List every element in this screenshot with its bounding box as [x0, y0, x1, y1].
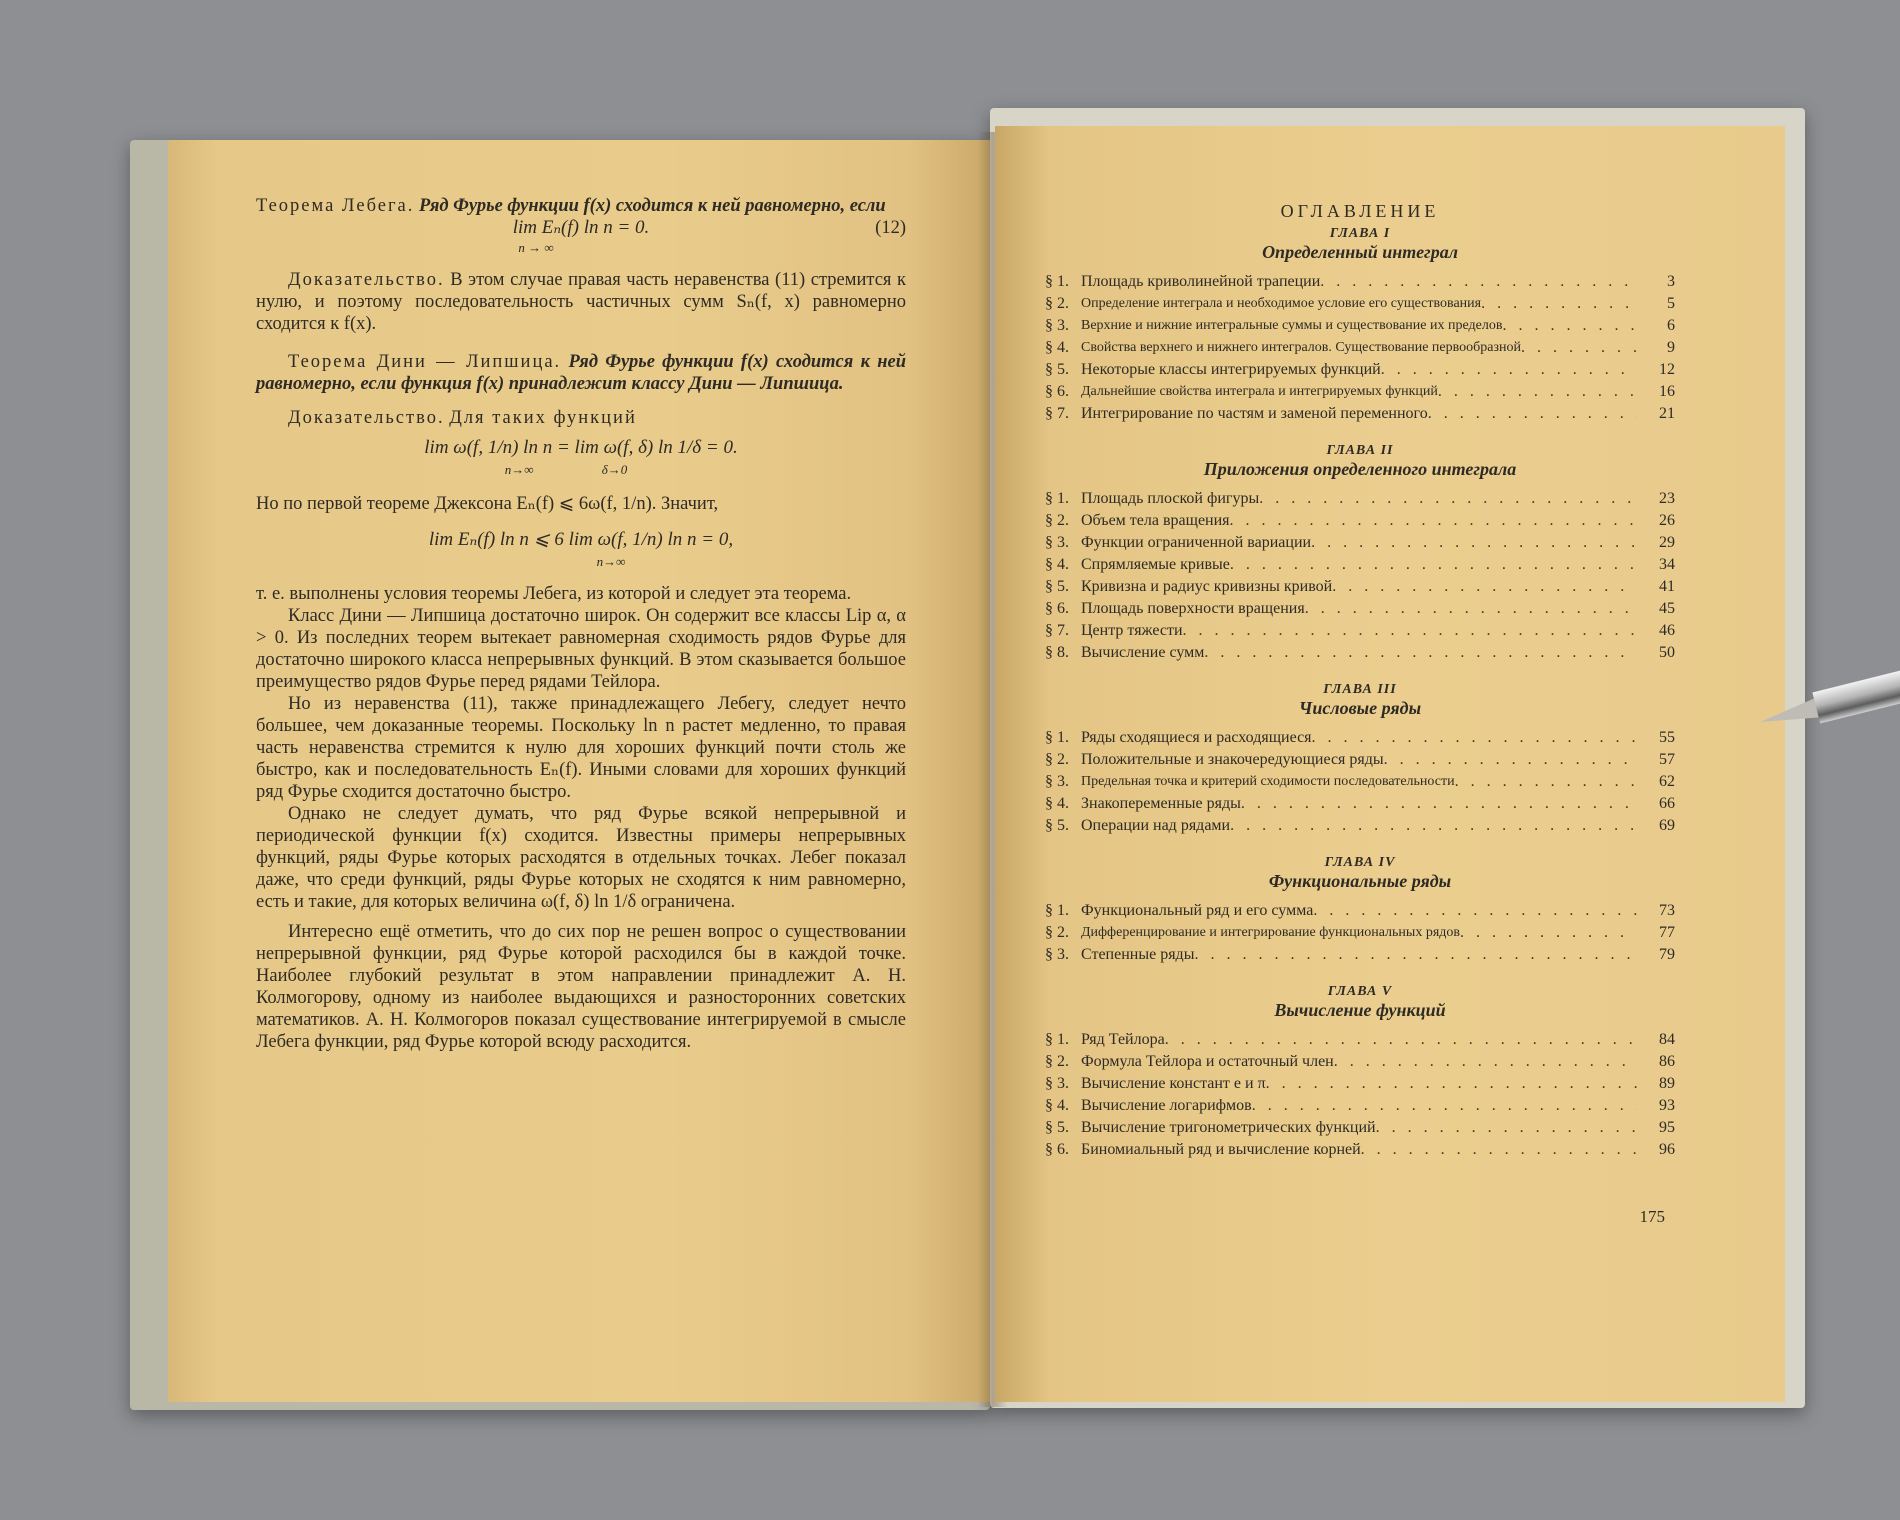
toc-entry-section: § 4. — [1045, 339, 1069, 356]
toc-entry-page: 46 — [1659, 622, 1675, 639]
formula-12-block — [256, 217, 906, 261]
toc-entry-section: § 6. — [1045, 383, 1069, 400]
left-page-text — [256, 195, 906, 1053]
toc-entry-page: 84 — [1659, 1031, 1675, 1048]
toc-entry-title: Операции над рядами — [1081, 817, 1231, 834]
toc-entry-title: Биномиальный ряд и вычисление корней — [1081, 1141, 1361, 1158]
toc-entry — [1045, 1117, 1675, 1139]
page-number: 175 — [1639, 1207, 1665, 1226]
toc-entry-title: Предельная точка и критерий сходимости последовательности — [1081, 774, 1455, 789]
toc-entry-page: 41 — [1659, 578, 1675, 595]
toc-chapter — [1045, 443, 1675, 664]
paragraph-5: Интересно ещё отметить, что до сих пор не решен вопрос о существовании непрерывной функции, ряд Фурье которой расходился бы в каждой точке. Наиболее глубокий результат в этом направлении принадлежит А. Н. Колмогорову, одному из наиболее выдающихся и разносторонних советских математиков. А. Н. Колмогоров показал существование интегрируемой в смысле Лебега функции, ряд Фурье которой всюду расходится. — [256, 922, 906, 1052]
toc-entry-page: 86 — [1659, 1053, 1675, 1070]
toc-entry-section: § 7. — [1045, 405, 1069, 422]
toc-leader-dots — [1481, 293, 1637, 315]
chapter-title: Определенный интеграл — [1262, 242, 1458, 262]
toc-entry — [1045, 815, 1675, 837]
toc-entry-page: 77 — [1659, 924, 1675, 941]
formula-2: lim ω(f, 1/n) ln n = lim ω(f, δ) ln 1/δ = 0. — [424, 437, 738, 458]
chapter-title: Приложения определенного интеграла — [1203, 459, 1517, 479]
proof-1-text: В этом случае правая часть неравенства (11) стремится к нулю, и поэтому последовательность частичных сумм Sₙ(f, x) равномерно сходится к f(x). — [256, 270, 906, 334]
toc-entry-page: 12 — [1659, 361, 1675, 378]
toc-entry — [1045, 554, 1675, 576]
formula-3-subscript: n→∞ — [596, 554, 626, 569]
toc-entry-title: Функциональный ряд и его сумма — [1081, 902, 1314, 919]
toc-leader-dots — [1502, 315, 1637, 337]
toc-entry-title: Формула Тейлора и остаточный член — [1081, 1053, 1334, 1070]
chapter-number: ГЛАВА IV — [1324, 855, 1396, 870]
chapter-number: ГЛАВА I — [1329, 226, 1391, 241]
toc-leader-dots — [1384, 749, 1637, 771]
toc-entry — [1045, 315, 1675, 337]
toc-chapter — [1045, 984, 1675, 1161]
toc-entry — [1045, 532, 1675, 554]
paragraph-3: Но из неравенства (11), также принадлежащего Лебегу, следует нечто большее, чем доказанные теоремы. Поскольку ln n растет медленно, то правая часть неравенства стремится к нулю для хороших функций почти столь же быстро, как и последовательность Eₙ(f). Иными словами для хороших функций ряд Фурье сходится достаточно быстро. — [256, 694, 906, 802]
toc-entry — [1045, 1073, 1675, 1095]
chapter-title: Функциональные ряды — [1268, 871, 1452, 891]
toc-entry — [1045, 403, 1675, 425]
toc-entry-title: Площадь плоской фигуры — [1081, 490, 1260, 507]
toc-leader-dots — [1438, 381, 1637, 403]
toc-entry — [1045, 598, 1675, 620]
toc-entry-title: Некоторые классы интегрируемых функций — [1081, 361, 1381, 378]
toc-entry-page: 5 — [1667, 295, 1675, 312]
toc-entry — [1045, 793, 1675, 815]
formula-12-number: (12) — [875, 218, 906, 238]
toc-entry — [1045, 1095, 1675, 1117]
toc-leader-dots — [1305, 598, 1637, 620]
chapter-number: ГЛАВА III — [1323, 682, 1397, 697]
toc-entry-page: 66 — [1659, 795, 1675, 812]
toc-leader-dots — [1266, 1073, 1637, 1095]
jackson-text: Но по первой теореме Джексона Eₙ(f) ⩽ 6ω(f, 1/n). Значит, — [256, 494, 719, 514]
formula-2-subscript: n→∞ δ→0 — [504, 462, 628, 477]
toc-entry-page: 29 — [1659, 534, 1675, 551]
toc-entry-page: 73 — [1659, 902, 1675, 919]
toc-entry-page: 9 — [1667, 339, 1675, 356]
toc-entry-page: 26 — [1659, 512, 1675, 529]
toc-entry-title: Вычисление констант e и π — [1081, 1075, 1266, 1092]
toc-chapter — [1045, 855, 1675, 966]
toc-entry-page: 62 — [1659, 773, 1675, 790]
toc-entry-title: Свойства верхнего и нижнего интегралов. Существование первообразной — [1081, 340, 1521, 355]
toc-entry — [1045, 1139, 1675, 1161]
toc-entry-title: Площадь поверхности вращения — [1081, 600, 1305, 617]
proof-2-text: Для таких функций — [449, 408, 637, 428]
theorem-lebesgue-statement: Ряд Фурье функции f(x) сходится к ней равномерно, если — [419, 196, 886, 216]
toc-entry-section: § 2. — [1045, 295, 1069, 312]
paragraph-2: Класс Дини — Липшица достаточно широк. Он содержит все классы Lip α, α > 0. Из последних теорем вытекает равномерная сходимость рядов Фурье для достаточно широкого класса непрерывных функций. В этом сказывается большое преимущество рядов Фурье перед рядами Тейлора. — [256, 606, 906, 692]
toc-entry-page: 45 — [1659, 600, 1675, 617]
toc-leader-dots — [1241, 793, 1637, 815]
toc-title: ОГЛАВЛЕНИЕ — [1280, 201, 1440, 221]
toc-leader-dots — [1332, 576, 1637, 598]
toc-entry-page: 3 — [1667, 273, 1675, 290]
toc-leader-dots — [1428, 403, 1637, 425]
toc-entry-section: § 2. — [1045, 751, 1069, 768]
toc-entry-title: Ряды сходящиеся и расходящиеся — [1081, 729, 1312, 746]
toc-entry — [1045, 576, 1675, 598]
toc-leader-dots — [1455, 771, 1637, 793]
toc-entry — [1045, 749, 1675, 771]
toc-entry-section: § 5. — [1045, 817, 1069, 834]
proof-2-label: Доказательство. — [288, 408, 445, 428]
theorem-dini-label: Теорема Дини — Липшица. — [288, 352, 562, 372]
toc-entry-page: 23 — [1659, 490, 1675, 507]
toc-chapter — [1045, 226, 1675, 425]
toc-entry-title: Центр тяжести — [1081, 622, 1183, 639]
toc-entry-title: Положительные и знакочередующиеся ряды — [1081, 751, 1384, 768]
toc-entry-section: § 3. — [1045, 317, 1069, 334]
toc-entry — [1045, 488, 1675, 510]
chapter-title: Числовые ряды — [1298, 698, 1422, 718]
chapter-title: Вычисление функций — [1274, 1000, 1446, 1020]
toc-leader-dots — [1320, 271, 1637, 293]
paragraph-1: т. е. выполнены условия теоремы Лебега, из которой и следует эта теорема. — [256, 584, 852, 604]
toc-entry-section: § 7. — [1045, 622, 1069, 639]
toc-leader-dots — [1230, 510, 1637, 532]
toc-entry — [1045, 359, 1675, 381]
toc-entry-page: 93 — [1659, 1097, 1675, 1114]
toc-entry-section: § 3. — [1045, 946, 1069, 963]
toc-leader-dots — [1334, 1051, 1637, 1073]
toc-leader-dots — [1259, 488, 1637, 510]
toc-chapter — [1045, 682, 1675, 837]
theorem-lebesgue-label: Теорема Лебега. — [256, 196, 415, 216]
toc-entry — [1045, 510, 1675, 532]
toc-entry-title: Ряд Тейлора — [1081, 1031, 1165, 1048]
toc-leader-dots — [1230, 554, 1637, 576]
left-page — [168, 140, 990, 1402]
table-of-contents — [1045, 201, 1675, 1161]
toc-entry — [1045, 900, 1675, 922]
toc-leader-dots — [1230, 815, 1637, 837]
toc-entry-section: § 5. — [1045, 1119, 1069, 1136]
toc-entry — [1045, 922, 1675, 944]
toc-leader-dots — [1194, 944, 1637, 966]
toc-entry-title: Спрямляемые кривые — [1081, 556, 1230, 573]
toc-leader-dots — [1252, 1095, 1637, 1117]
toc-entry-title: Верхние и нижние интегральные суммы и существование их пределов — [1081, 318, 1503, 333]
toc-entry-page: 69 — [1659, 817, 1675, 834]
paragraph-4: Однако не следует думать, что ряд Фурье всякой непрерывной и периодической функции f(x) сходится. Известны примеры непрерывных функций, ряды Фурье которых расходятся в отдельных точках. Лебег показал даже, что среди функций, ряды Фурье которых не сходятся к ним равномерно, есть и такие, для которых величина ω(f, δ) ln 1/δ ограничена. — [256, 804, 906, 912]
toc-entry-title: Знакопеременные ряды — [1081, 795, 1241, 812]
toc-entry-page: 57 — [1659, 751, 1675, 768]
toc-entry-section: § 4. — [1045, 556, 1069, 573]
toc-entry-section: § 4. — [1045, 795, 1069, 812]
toc-leader-dots — [1165, 1029, 1637, 1051]
toc-chapters — [1045, 226, 1675, 1161]
toc-entry-title: Определение интеграла и необходимое условие его существования — [1081, 296, 1482, 311]
toc-entry-section: § 2. — [1045, 1053, 1069, 1070]
toc-leader-dots — [1204, 642, 1637, 664]
toc-entry-section: § 1. — [1045, 729, 1069, 746]
toc-entry-section: § 2. — [1045, 512, 1069, 529]
toc-entry-title: Вычисление тригонометрических функций — [1081, 1119, 1376, 1136]
toc-entry-page: 95 — [1659, 1119, 1675, 1136]
toc-entry-section: § 3. — [1045, 1075, 1069, 1092]
formula-3-block — [256, 529, 906, 575]
toc-entry-title: Площадь криволинейной трапеции — [1081, 273, 1321, 290]
toc-leader-dots — [1521, 337, 1637, 359]
toc-entry-section: § 5. — [1045, 361, 1069, 378]
formula-2-block — [256, 437, 906, 483]
toc-entry-page: 34 — [1659, 556, 1675, 573]
toc-entry — [1045, 271, 1675, 293]
toc-entry-section: § 6. — [1045, 1141, 1069, 1158]
toc-entry-section: § 3. — [1045, 773, 1069, 790]
formula-12: lim Eₙ(f) ln n = 0. — [512, 217, 650, 238]
toc-entry-page: 21 — [1659, 405, 1675, 422]
toc-entry-title: Вычисление сумм — [1081, 644, 1205, 661]
toc-entry-title: Интегрирование по частям и заменой переменного — [1081, 405, 1428, 422]
toc-entry — [1045, 727, 1675, 749]
toc-entry-page: 55 — [1659, 729, 1675, 746]
toc-entry-title: Дальнейшие свойства интеграла и интегрируемых функций — [1081, 384, 1438, 399]
toc-entry-section: § 6. — [1045, 600, 1069, 617]
toc-entry — [1045, 293, 1675, 315]
toc-leader-dots — [1460, 922, 1637, 944]
toc-leader-dots — [1313, 900, 1637, 922]
toc-entry-section: § 1. — [1045, 273, 1069, 290]
toc-entry-section: § 3. — [1045, 534, 1069, 551]
toc-entry — [1045, 944, 1675, 966]
toc-leader-dots — [1376, 1117, 1637, 1139]
toc-entry-page: 6 — [1667, 317, 1675, 334]
toc-entry-title: Функции ограниченной вариации — [1081, 534, 1312, 551]
toc-leader-dots — [1183, 620, 1637, 642]
toc-entry-page: 79 — [1659, 946, 1675, 963]
toc-entry — [1045, 1051, 1675, 1073]
toc-entry — [1045, 381, 1675, 403]
toc-entry-title: Кривизна и радиус кривизны кривой — [1081, 578, 1333, 595]
toc-entry-section: § 1. — [1045, 902, 1069, 919]
toc-entry-title: Степенные ряды — [1081, 946, 1195, 963]
toc-entry — [1045, 771, 1675, 793]
toc-entry-section: § 5. — [1045, 578, 1069, 595]
toc-entry — [1045, 620, 1675, 642]
toc-entry-section: § 4. — [1045, 1097, 1069, 1114]
toc-entry — [1045, 337, 1675, 359]
toc-entry-page: 50 — [1659, 644, 1675, 661]
toc-leader-dots — [1361, 1139, 1637, 1161]
toc-entry-section: § 1. — [1045, 1031, 1069, 1048]
pen-tip — [1758, 698, 1821, 732]
chapter-number: ГЛАВА II — [1326, 443, 1394, 458]
toc-entry-page: 89 — [1659, 1075, 1675, 1092]
theorem-dini-statement: Ряд Фурье функции f(x) сходится к ней равномерно, если функция f(x) принадлежит классу Дини — Липшица. — [256, 352, 906, 394]
formula-12-subscript: n → ∞ — [518, 240, 554, 255]
toc-entry — [1045, 1029, 1675, 1051]
toc-entry — [1045, 642, 1675, 664]
toc-leader-dots — [1311, 532, 1637, 554]
toc-entry-title: Объем тела вращения — [1081, 512, 1230, 529]
toc-entry-page: 16 — [1659, 383, 1675, 400]
chapter-number: ГЛАВА V — [1327, 984, 1393, 999]
toc-leader-dots — [1381, 359, 1637, 381]
toc-entry-section: § 1. — [1045, 490, 1069, 507]
right-page — [995, 126, 1785, 1402]
proof-1-label: Доказательство. — [288, 270, 445, 290]
toc-entry-section: § 8. — [1045, 644, 1069, 661]
toc-entry-title: Вычисление логарифмов — [1081, 1097, 1252, 1114]
formula-3: lim Eₙ(f) ln n ⩽ 6 lim ω(f, 1/n) ln n = 0, — [428, 529, 734, 550]
toc-entry-title: Дифференцирование и интегрирование функциональных рядов — [1081, 925, 1460, 940]
toc-entry-page: 96 — [1659, 1141, 1675, 1158]
pen-body — [1812, 663, 1900, 723]
toc-entry-section: § 2. — [1045, 924, 1069, 941]
toc-leader-dots — [1312, 727, 1637, 749]
